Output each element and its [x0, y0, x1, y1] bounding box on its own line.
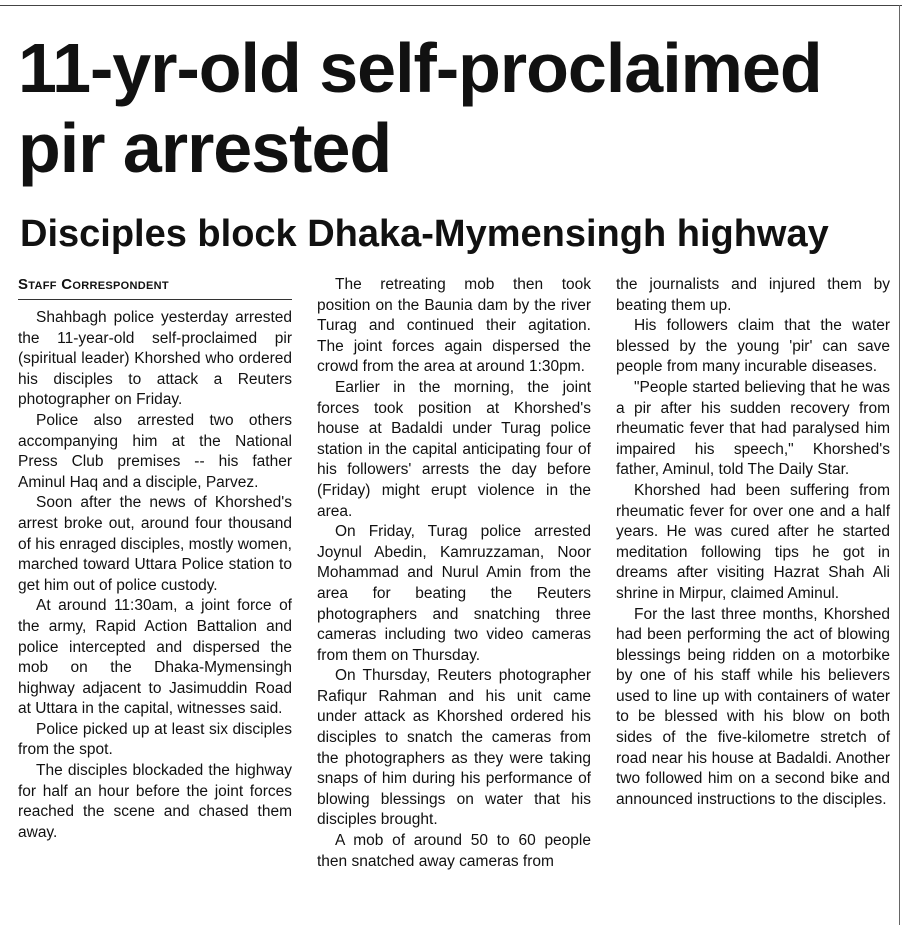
subheadline: Disciples block Dhaka-Mymensingh highway — [20, 213, 829, 255]
paragraph: On Friday, Turag police arrested Joynul Abedin, Kamruzzaman, Noor Mohammad and Nurul Amin from the area for beating the Reuters photographers and snatching three cameras including two video cameras from them on Thursday. — [317, 523, 591, 664]
paragraph: The disciples blockaded the highway for half an hour before the joint forces reached the scene and chased them away. — [18, 762, 292, 841]
paragraph: On Thursday, Reuters photographer Rafiqur Rahman and his unit came under attack as Khorshed ordered his disciples to snatch the cameras from the photographers as they were taking snaps of him during his performance of blowing blessings on water that his disciples brought. — [317, 667, 591, 829]
headline: 11-yr-old self-proclaimed pir arrested — [18, 29, 822, 187]
paragraph: For the last three months, Khorshed had been performing the act of blowing blessings being ridden on a motorbike by one of his staff while his believers used to line up with containers of water to be blessed with his blow on both sides of the five-kilometre stretch of road near his house at Badaldi. Another two followed him on a second bike and announced instructions to the disciples. — [616, 605, 890, 808]
paragraph: Police also arrested two others accompanying him at the National Press Club premises -- his father Aminul Haq and a disciple, Parvez. — [18, 411, 292, 491]
column-2 — [317, 275, 591, 872]
column-1 — [18, 275, 292, 843]
right-border — [899, 5, 900, 925]
paragraph: The retreating mob then took position on the Baunia dam by the river Turag and continued their agitation. The joint forces again dispersed the crowd from the area at around 1:30pm. — [317, 276, 591, 376]
paragraph: His followers claim that the water blessed by the young 'pir' can save people from many incurable diseases. — [616, 317, 890, 376]
paragraph: Khorshed had been suffering from rheumatic fever for over one and a half years. He was cured after he started meditation following tips he got in dreams after visiting Hazrat Shah Ali shrine in Mirpur, claimed Aminul. — [616, 481, 890, 602]
top-rule — [0, 5, 902, 6]
paragraph: At around 11:30am, a joint force of the army, Rapid Action Battalion and police intercepted and dispersed the mob on the Dhaka-Mymensingh highway adjacent to Jasimuddin Road at Uttara in the capital, witnesses said. — [18, 597, 292, 718]
paragraph: Police picked up at least six disciples from the spot. — [18, 720, 292, 759]
paragraph: A mob of around 50 to 60 people then snatched away cameras from — [317, 832, 591, 870]
column-3 — [616, 275, 890, 810]
paragraph: Earlier in the morning, the joint forces took position at Khorshed's house at Badaldi under Turag police station in the capital anticipating four of his followers' arrests the day before (Friday) might erupt violence in the area. — [317, 378, 591, 520]
paragraph: Soon after the news of Khorshed's arrest broke out, around four thousand of his enraged disciples, mostly women, marched toward Uttara Police station to get him out of police custody. — [18, 494, 292, 594]
byline: Staff Correspondent — [18, 275, 292, 300]
paragraph: Shahbagh police yesterday arrested the 11-year-old self-proclaimed pir (spiritual leader) Khorshed who ordered his disciples to attack a Reuters photographer on Friday. — [18, 309, 292, 409]
paragraph-continued: the journalists and injured them by beating them up. — [616, 276, 890, 314]
paragraph: "People started believing that he was a pir after his sudden recovery from rheumatic fever that had paralysed him impaired his speech," Khorshed's father, Aminul, told The Daily Star. — [616, 378, 890, 479]
